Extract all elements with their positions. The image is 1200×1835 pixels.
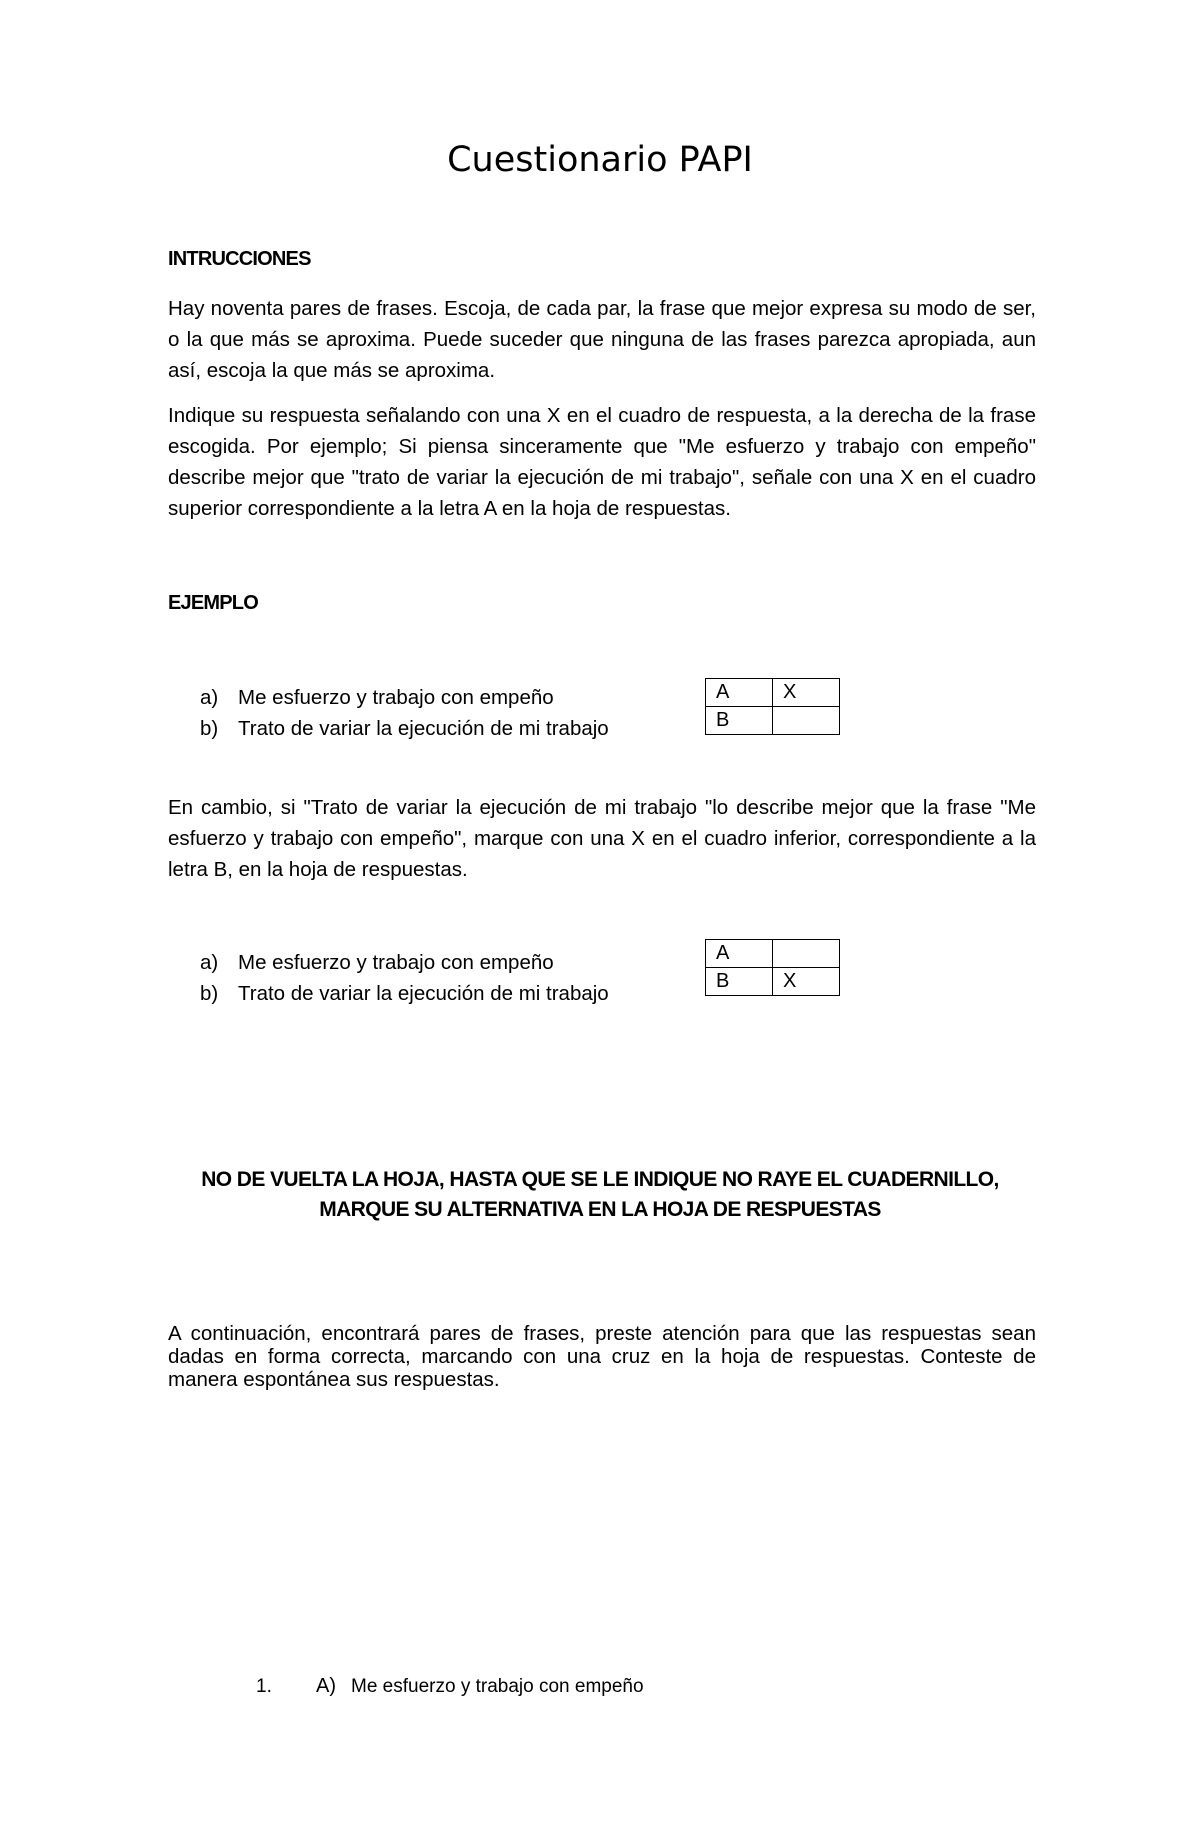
- example-option-b: [200, 713, 609, 744]
- option-text: Me esfuerzo y trabajo con empeño: [238, 951, 554, 974]
- answer-label-b: B: [706, 968, 773, 996]
- instructions-paragraph-1: Hay noventa pares de frases. Escoja, de cada par, la frase que mejor expresa su modo de ser, o la que más se aproxima. Puede suceder que ninguna de las frases parezca apropiada, aun así, escoja la que más se aproxima.: [168, 297, 1036, 382]
- option-text: Trato de variar la ejecución de mi trabajo: [238, 717, 609, 740]
- option-letter: a): [200, 951, 219, 974]
- answer-mark-a: X: [773, 679, 840, 707]
- answer-label-a: A: [706, 940, 773, 968]
- instructions-heading: INTRUCCIONES: [168, 248, 311, 270]
- option-text: Me esfuerzo y trabajo con empeño: [238, 686, 554, 709]
- option-letter: a): [200, 686, 219, 709]
- answer-mark-b: [773, 707, 840, 735]
- instructions-paragraph-2: Indique su respuesta señalando con una X en el cuadro de respuesta, a la derecha de la frase escogida. Por ejemplo; Si piensa sinceramente que "Me esfuerzo y trabajo con empeño" describe mejor que "trato de variar la ejecución de mi trabajo", señale con una X en el cuadro superior correspondiente a la letra A en la hoja de respuestas.: [168, 404, 1036, 520]
- option-letter: b): [200, 717, 219, 740]
- answer-label-a: A: [706, 679, 773, 707]
- question-text: Me esfuerzo y trabajo con empeño: [351, 1676, 644, 1697]
- question-letter: A): [316, 1675, 336, 1697]
- option-letter: b): [200, 982, 219, 1005]
- example-answer-box-1: [705, 678, 840, 735]
- example-options-1: [200, 682, 609, 744]
- answer-label-b: B: [706, 707, 773, 735]
- continuation-paragraph: A continuación, encontrará pares de frases, preste atención para que las respuestas sean dadas en forma correcta, marcando con una cruz en la hoja de respuestas. Conteste de manera espontánea sus respuestas.: [168, 1322, 1036, 1391]
- warning-notice: [0, 1165, 1200, 1225]
- example-option-b: [200, 978, 609, 1009]
- example-answer-box-2: [705, 939, 840, 996]
- answer-mark-a: [773, 940, 840, 968]
- example-option-a: [200, 682, 609, 713]
- example-paragraph: En cambio, si "Trato de variar la ejecución de mi trabajo "lo describe mejor que la frase "Me esfuerzo y trabajo con empeño", marque con una X en el cuadro inferior, correspondiente a la letra B, en la hoja de respuestas.: [168, 796, 1036, 881]
- question-1: [256, 1675, 644, 1698]
- question-number: 1.: [256, 1676, 272, 1697]
- answer-mark-b: X: [773, 968, 840, 996]
- example-heading: EJEMPLO: [168, 592, 258, 614]
- warning-notice-line-1: NO DE VUELTA LA HOJA, HASTA QUE SE LE INDIQUE NO RAYE EL CUADERNILLO,: [201, 1168, 999, 1191]
- example-options-2: [200, 947, 609, 1009]
- page-title: Cuestionario PAPI: [447, 140, 753, 180]
- option-text: Trato de variar la ejecución de mi trabajo: [238, 982, 609, 1005]
- warning-notice-line-2: MARQUE SU ALTERNATIVA EN LA HOJA DE RESPUESTAS: [319, 1198, 881, 1221]
- example-option-a: [200, 947, 609, 978]
